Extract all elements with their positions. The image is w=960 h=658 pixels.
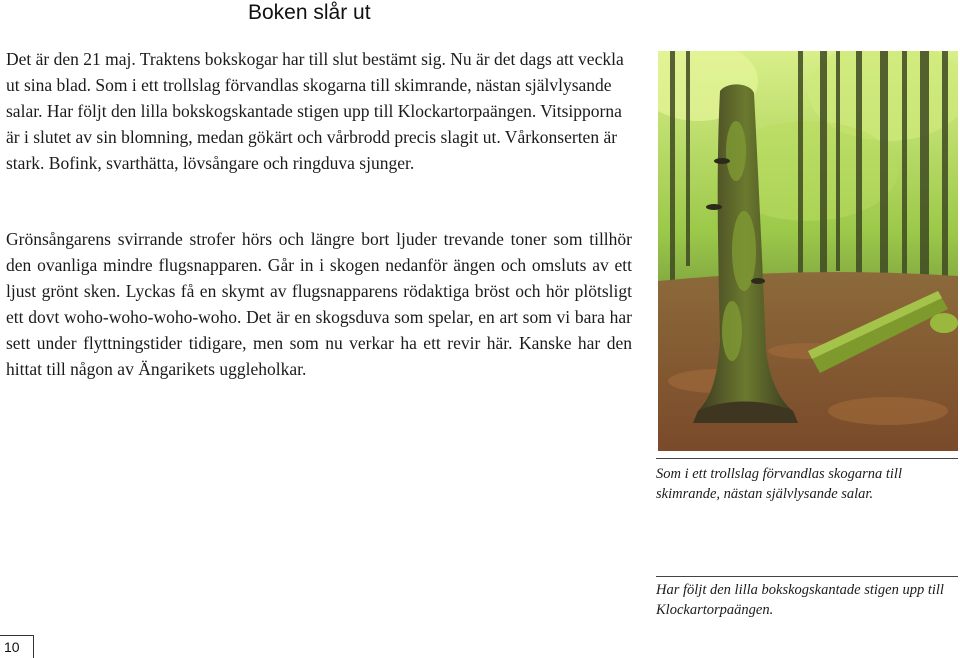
photo-caption-2: Har följt den lilla bokskogskantade stigen upp till Klockartorpaängen.: [656, 582, 944, 618]
body-paragraph-2: Grönsångarens svirrande strofer hörs och längre bort ljuder trevande toner som tillhör den ovanliga mindre flugsnapparen. Går in i skogen nedanför ängen och omsluts av ett ljust grönt sken. Lyckas få en skymt av flugsnapparens rödaktiga bröst och hör plötsligt ett dovt woho-woho-woho-woho. Det är en skogsduva som spelar, en art som vi bara har sett under flyttningstider tidigare, men som nu verkar ha ett revir här. Kanske har den hittat till någon av Ängarikets uggleholkar.: [6, 229, 632, 379]
beech-forest-photo: [658, 51, 958, 451]
caption-divider-2: [656, 576, 958, 577]
page-title: Boken slår ut: [248, 1, 371, 24]
caption-divider-1: [656, 458, 958, 459]
body-paragraph-1: Det är den 21 maj. Traktens bokskogar har till slut bestämt sig. Nu är det dags att veckla ut sina blad. Som i ett trollslag förvandlas skogarna till skimrande, nästan självlysande salar. Har följt den lilla bokskogskantade stigen upp till Klockartorpaängen. Vitsipporna är i slutet av sin blomning, medan gökärt och vårbrodd precis slagit ut. Vårkonserten är stark. Bofink, svarthätta, lövsångare och ringduva sjunger.: [6, 49, 624, 173]
photo-caption-1: Som i ett trollslag förvandlas skogarna till skimrande, nästan självlysande salar.: [656, 466, 902, 502]
page-number: 10: [0, 635, 34, 658]
